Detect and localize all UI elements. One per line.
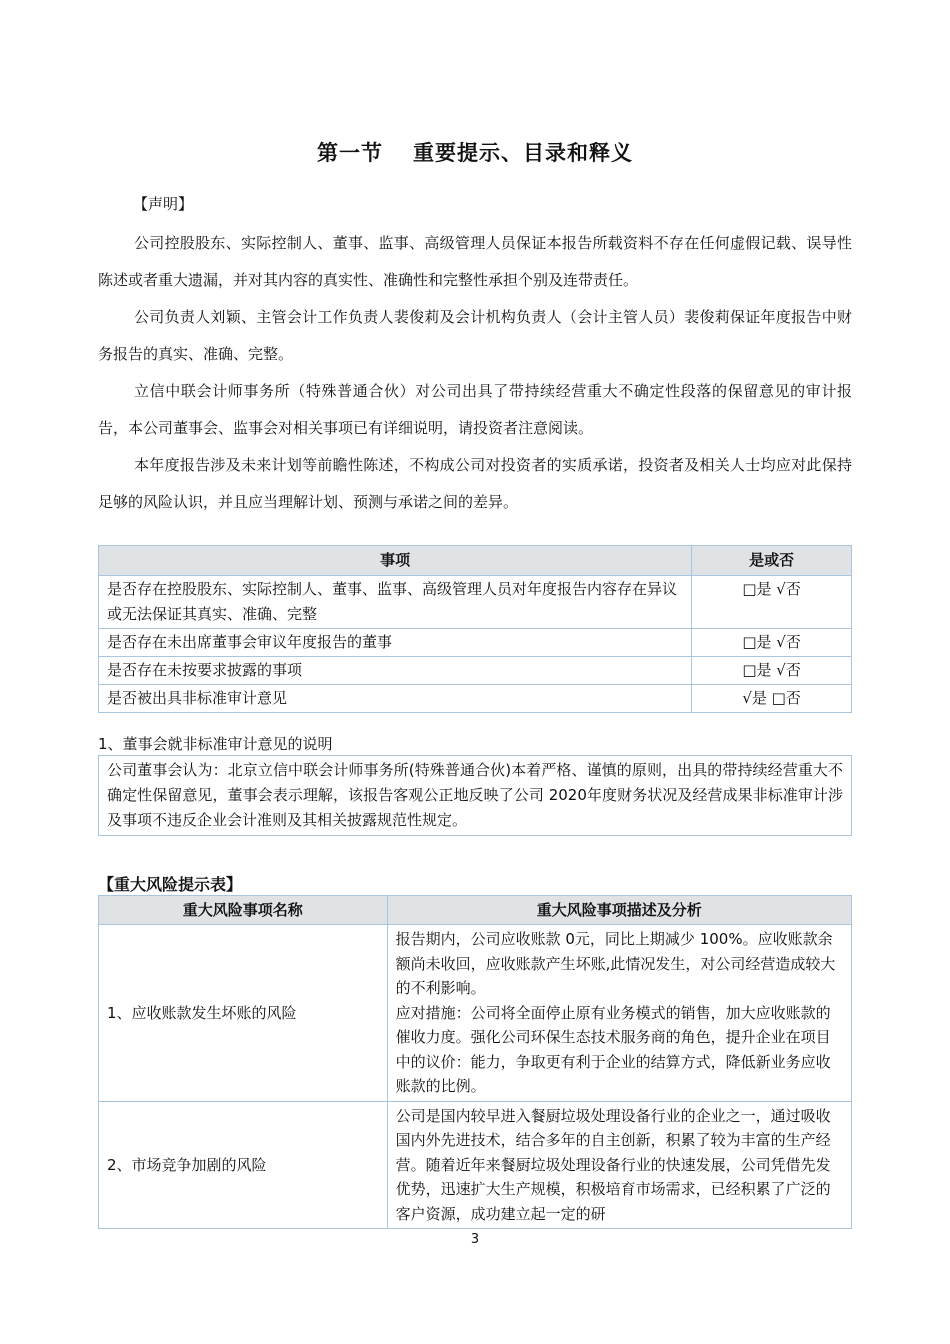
paragraph-2: 公司负责人刘颖、主管会计工作负责人裴俊莉及会计机构负责人（会计主管人员）裴俊莉保证年度报告中财务报告的真实、准确、完整。 — [98, 308, 852, 363]
risk-desc-cell — [387, 1101, 851, 1229]
risk-name-cell: 1、应收账款发生坏账的风险 — [99, 925, 388, 1102]
section-name: 重要提示、目录和释义 — [413, 141, 633, 165]
risk-name-cell: 2、市场竞争加剧的风险 — [99, 1101, 388, 1229]
table-header-row — [99, 896, 852, 925]
matters-table — [98, 545, 852, 713]
table-row — [99, 576, 852, 629]
answer-cell: □是 √否 — [692, 576, 852, 629]
col-header-risk-desc: 重大风险事项描述及分析 — [387, 896, 851, 925]
risk-desc-line: 公司是国内较早进入餐厨垃圾处理设备行业的企业之一，通过吸收国内外先进技术，结合多年的自主创新，积累了较为丰富的生产经营。随着近年来餐厨垃圾处理设备行业的快速发展，公司凭借先发优势，迅速扩大生产规模，积极培育市场需求，已经积累了广泛的客户资源，成功建立起一定的研 — [395, 1106, 831, 1223]
risk-table — [98, 895, 852, 1229]
table-row — [99, 657, 852, 685]
section-title — [0, 137, 950, 167]
table-header-row — [99, 546, 852, 576]
matter-cell: 是否被出具非标准审计意见 — [99, 685, 692, 713]
risk-table-heading: 【重大风险提示表】 — [98, 875, 243, 894]
matter-cell: 是否存在控股股东、实际控制人、董事、监事、高级管理人员对年度报告内容存在异议或无法保证其真实、准确、完整 — [99, 576, 692, 629]
table-row — [99, 685, 852, 713]
paragraph-4: 本年度报告涉及未来计划等前瞻性陈述，不构成公司对投资者的实质承诺，投资者及相关人士均应对此保持足够的风险认识，并且应当理解计划、预测与承诺之间的差异。 — [98, 456, 852, 511]
table-row — [99, 629, 852, 657]
table-row — [99, 925, 852, 1102]
page-number: 3 — [470, 1232, 480, 1247]
answer-cell: □是 √否 — [692, 657, 852, 685]
table-row — [99, 1101, 852, 1229]
risk-desc-cell — [387, 925, 851, 1102]
board-note-box: 公司董事会认为：北京立信中联会计师事务所(特殊普通合伙)本着严格、谨慎的原则，出具的带持续经营重大不确定性保留意见，董事会表示理解，该报告客观公正地反映了公司 2020年度财务状况及经营成果非标准审计涉及事项不违反企业会计准则及其相关披露规范性规定。 — [98, 755, 852, 836]
statement-label: 【声明】 — [133, 195, 194, 213]
board-note-heading: 1、董事会就非标准审计意见的说明 — [98, 735, 333, 753]
paragraph-3: 立信中联会计师事务所（特殊普通合伙）对公司出具了带持续经营重大不确定性段落的保留意见的审计报告，本公司董事会、监事会对相关事项已有详细说明，请投资者注意阅读。 — [98, 382, 852, 437]
col-header-matter: 事项 — [99, 546, 692, 576]
matter-cell: 是否存在未出席董事会审议年度报告的董事 — [99, 629, 692, 657]
risk-desc-line: 报告期内，公司应收账款 0元，同比上期减少 100%。应收账款余额尚未收回，应收账款产生坏账,此情况发生，对公司经营造成较大的不利影响。 — [395, 930, 836, 997]
answer-cell: √是 □否 — [692, 685, 852, 713]
col-header-risk-name: 重大风险事项名称 — [99, 896, 388, 925]
section-number: 第一节 — [317, 141, 383, 165]
risk-desc-line: 应对措施：公司将全面停止原有业务模式的销售，加大应收账款的催收力度。强化公司环保生态技术服务商的角色，提升企业在项目中的议价：能力，争取更有利于企业的结算方式，降低新业务应收账款的比例。 — [395, 1003, 831, 1095]
matter-cell: 是否存在未按要求披露的事项 — [99, 657, 692, 685]
col-header-yes-no: 是或否 — [692, 546, 852, 576]
answer-cell: □是 √否 — [692, 629, 852, 657]
paragraph-1: 公司控股股东、实际控制人、董事、监事、高级管理人员保证本报告所载资料不存在任何虚假记载、误导性陈述或者重大遗漏，并对其内容的真实性、准确性和完整性承担个别及连带责任。 — [98, 234, 852, 289]
